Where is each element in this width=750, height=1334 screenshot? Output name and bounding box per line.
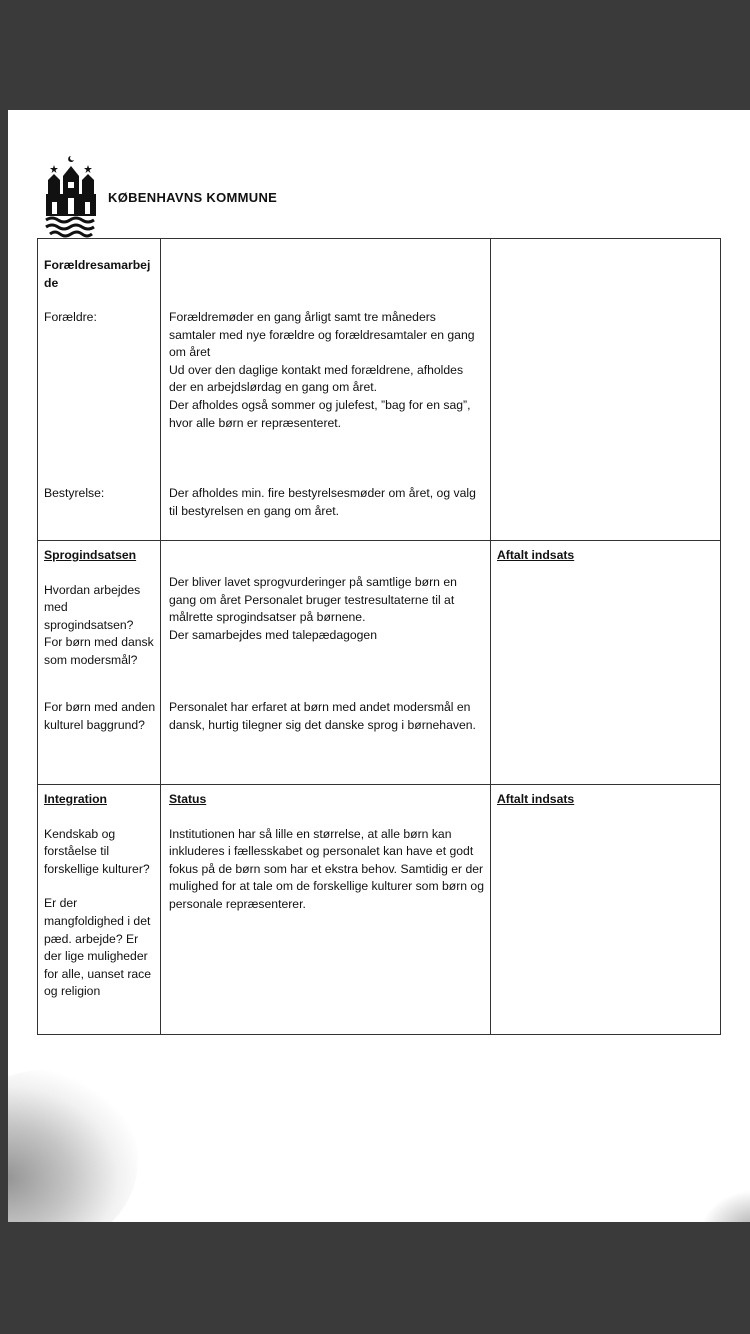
- status-text: Personalet har erfaret at børn med andet modersmål en dansk, hurtig tilegner sig det danske sprog i børnehaven.: [169, 700, 476, 732]
- agreed-cell: [491, 239, 721, 541]
- city-crest-icon: [44, 154, 98, 240]
- status-text: Der afholdes også sommer og julefest, ”bag for en sag”, hvor alle børn er repræsenteret.: [169, 397, 471, 430]
- sub-label: Kendskab og forståelse til forskellige kulturer?: [44, 826, 150, 876]
- status-text: Forældremøder en gang årligt samt tre måneders samtaler med nye forældre og forældresamtaler en gang om året: [169, 310, 475, 360]
- row-label-cell: [38, 785, 161, 1035]
- document-page: [8, 110, 750, 1222]
- document-header: [44, 154, 277, 240]
- status-text: Ud over den daglige kontakt med forældrene, afholdes der en arbejdslørdag en gang om året.: [169, 362, 464, 395]
- row-label-cell: [38, 541, 161, 785]
- status-text: Der samarbejdes med talepædagogen: [169, 627, 377, 642]
- organization-name: KØBENHAVNS KOMMUNE: [108, 189, 278, 205]
- table-row: [38, 239, 721, 541]
- sub-label: Forældre:: [44, 310, 97, 325]
- table-row: [38, 785, 721, 1035]
- sub-label: Er der mangfoldighed i det pæd. arbejde? Er der lige muligheder for alle, uanset race og religion: [44, 896, 152, 999]
- row-label-cell: [38, 239, 161, 541]
- agreed-heading: Aftalt indsats: [497, 792, 575, 806]
- status-text: Der bliver lavet sprogvurderinger på samtlige børn en gang om året Personalet bruger testresultaterne til at målrette sprogindsatser på børnene.: [169, 575, 457, 625]
- status-text: Der afholdes min. fire bestyrelsesmøder om året, og valg til bestyrelsen en gang om året.: [169, 486, 476, 518]
- status-cell: [161, 239, 491, 541]
- sub-label: For børn med anden kulturel baggrund?: [44, 700, 156, 732]
- sub-label: Hvordan arbejdes med sprogindsatsen? For børn med dansk som modersmål?: [44, 582, 154, 667]
- agreed-cell: [491, 785, 721, 1035]
- table-row: [38, 541, 721, 785]
- section-heading: Integration: [44, 792, 107, 806]
- agreed-heading: Aftalt indsats: [497, 548, 575, 562]
- status-text: Institutionen har så lille en størrelse, at alle børn kan inkluderes i fællesskabet og personalet kan have et godt fokus på de børn som har et ekstra behov. Samtidig er der mulighed for at tale om de forskellige kulturer som børn og personale repræsenterer.: [169, 826, 484, 911]
- scan-shadow-corner: [700, 1190, 750, 1222]
- agreed-cell: [491, 541, 721, 785]
- status-cell: [161, 541, 491, 785]
- scan-shadow: [8, 1070, 138, 1222]
- sub-label: Bestyrelse:: [44, 486, 105, 500]
- evaluation-table: [37, 238, 721, 1035]
- section-heading: Forældresamarbej de: [44, 258, 151, 290]
- status-cell: [161, 785, 491, 1035]
- status-heading: Status: [169, 792, 207, 806]
- section-heading: Sprogindsatsen: [44, 548, 137, 562]
